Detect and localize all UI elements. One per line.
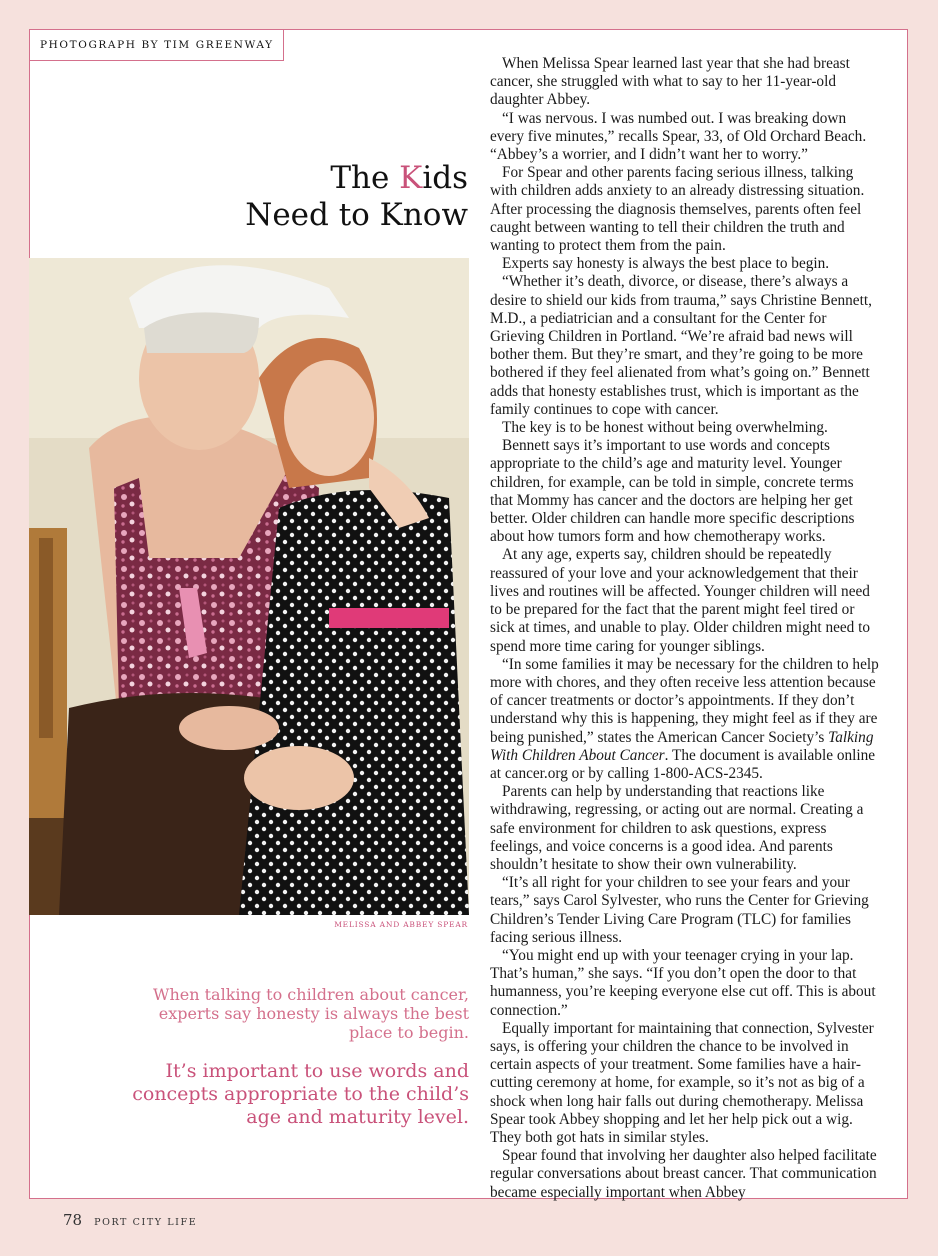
body-paragraph: The key is to be honest without being overwhelming. — [502, 419, 828, 437]
magazine-name: PORT CITY LIFE — [94, 1217, 198, 1228]
body-paragraph: “Whether it’s death, divorce, or disease, there’s always a desire to shield our kids from trauma,” says Christine Bennett, M.D., a pediatrician and a consultant for the Center for Grieving Children in Portland. “We’re afraid bad news will bother them. But they’re smart, and they’re going to be more bothered if they feel alienated from what’s going on.” Bennett adds that honesty establishes trust, which is important as the family continues to cope with cancer. — [490, 273, 872, 418]
body-paragraph: Experts say honesty is always the best place to begin. — [502, 255, 830, 273]
body-paragraph: Equally important for maintaining that connection, Sylvester says, is offering your children the chance to be involved in certain aspects of your treatment. Some families have a hair-cutting ceremony at home, for example, so it’s not as big of a shock when long hair falls out during chemotherapy. Melissa Spear took Abbey shopping and let her help pick out a wig. They both got hats in similar styles. — [490, 1019, 874, 1146]
title-part-1: The — [330, 160, 400, 196]
body-paragraph: “I was nervous. I was numbed out. I was breaking down every five minutes,” recalls Spear, 33, of Old Orchard Beach. “Abbey’s a worrier, and I didn’t want her to worry.” — [490, 109, 867, 164]
body-paragraph: “It’s all right for your children to see your fears and your tears,” says Carol Sylvester, who runs the Center for Grieving Children’s Tender Living Care Program (TLC) for families facing serious illness. — [490, 874, 869, 946]
acs-text-before: “In some families it may be necessary for the children to help more with chores, and they often receive less attention because of cancer treatments or doctor’s appointments. If they don’t understand why this is happening, they might feel as if they are being punished,” states the American Cancer Society’s — [490, 655, 879, 746]
page-number: 78 — [63, 1211, 83, 1229]
photo-caption: MELISSA AND ABBEY SPEAR — [334, 920, 468, 929]
body-paragraph: Bennett says it’s important to use words and concepts appropriate to the child’s age and maturity level. Younger children, for example, can be told in simple, concrete terms that Mommy has cancer and the doctors are helping her get better. Older children can handle more specific descriptions about how tumors form and how chemotherapy works. — [490, 437, 855, 546]
body-paragraph-acs — [490, 656, 880, 783]
title-accent-letter: K — [399, 160, 423, 196]
body-paragraph: Parents can help by understanding that reactions like withdrawing, regressing, or acting out are normal. Creating a safe environment for children to ask questions, express feelings, and voice concerns is a good idea. And parents shouldn’t hesitate to show their own vulnerability. — [490, 783, 864, 873]
body-paragraph: When Melissa Spear learned last year that she had breast cancer, she struggled with what to say to her 11-year-old daughter Abbey. — [490, 55, 850, 109]
acs-document-title: Talking With Children About Cancer — [490, 728, 874, 764]
photo-credit: PHOTOGRAPH BY TIM GREENWAY — [29, 29, 284, 61]
body-paragraph: “You might end up with your teenager crying in your lap. That’s human,” she says. “If you don’t open the door to that humanness, you’re keeping everyone else cut off. This is about connection.” — [490, 946, 876, 1019]
body-paragraph: At any age, experts say, children should be repeatedly reassured of your love and your acknowledgement that their lives and routines will be affected. Younger children will need to be prepared for the fact that the parent might feel tired or sick at times, and unable to play. Older children might need to spend more time caring for younger siblings. — [490, 546, 871, 655]
title-line-2: Need to Know — [245, 197, 468, 233]
body-paragraph: For Spear and other parents facing serious illness, talking with children adds anxiety to an already distressing situation. After processing the diagnosis themselves, parents often feel caught between wanting to tell their children the truth and wanting to protect them from the pain. — [490, 164, 865, 255]
pull-quote-1: When talking to children about cancer, experts say honesty is always the best place to begin. — [153, 985, 469, 1042]
title-part-2: ids — [422, 160, 468, 196]
acs-text-after: . The document is available online at cancer.org or by calling 1-800-ACS-2345. — [490, 746, 876, 782]
pull-quote-2: It’s important to use words and concepts appropriate to the child’s age and maturity level. — [132, 1060, 469, 1128]
photo-illustration — [29, 258, 469, 915]
page-footer — [63, 1210, 197, 1229]
body-paragraph: Spear found that involving her daughter also helped facilitate regular conversations about breast cancer. That communication became especially important when Abbey — [490, 1147, 877, 1201]
article-body — [490, 55, 880, 1202]
feature-photo — [29, 258, 469, 915]
article-title — [200, 160, 468, 234]
